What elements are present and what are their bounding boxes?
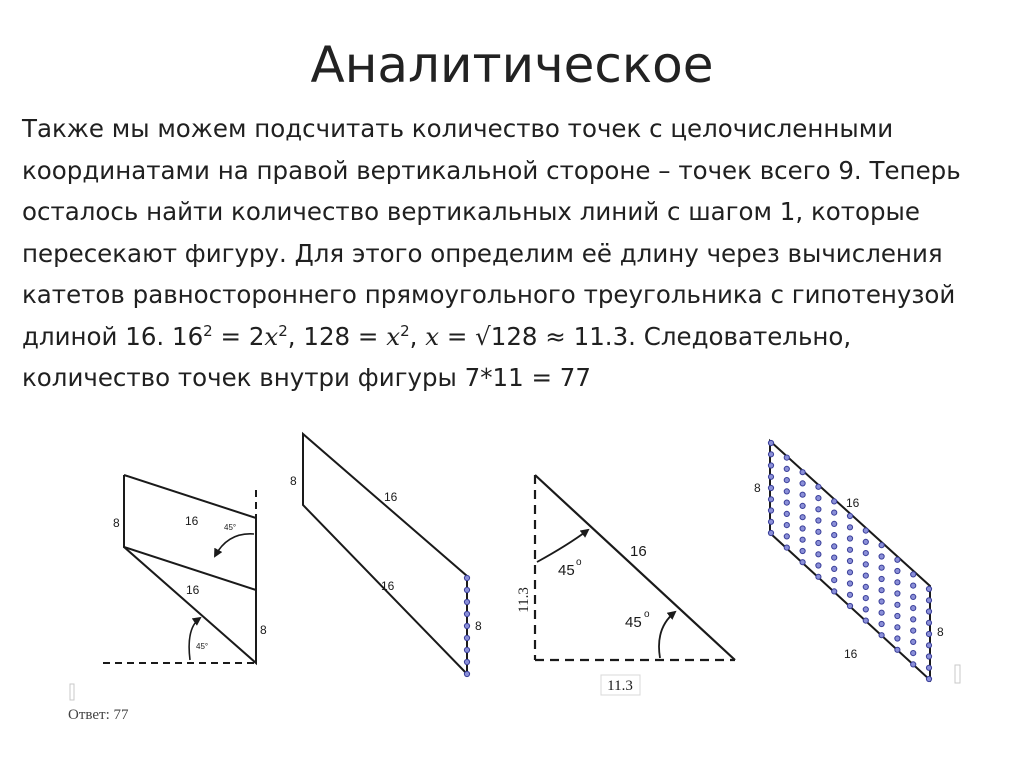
superscript-2: 2 — [400, 321, 410, 340]
edge-point — [464, 635, 469, 640]
grid-point — [911, 628, 916, 633]
figure-1-angle-arc-bottom — [189, 618, 200, 660]
edge-point — [464, 599, 469, 604]
grid-point — [926, 643, 931, 648]
grid-point — [768, 452, 773, 457]
grid-point — [768, 530, 773, 535]
figure-1-angle-arc-top — [215, 534, 254, 556]
grid-point — [816, 563, 821, 568]
grid-point — [832, 555, 837, 560]
grid-point — [800, 537, 805, 542]
grid-point — [816, 540, 821, 545]
grid-point — [911, 594, 916, 599]
grid-point — [863, 573, 868, 578]
figure-1-parallelogram-upper — [124, 475, 256, 590]
grid-point — [847, 570, 852, 575]
grid-point — [863, 528, 868, 533]
grid-point — [800, 515, 805, 520]
grid-point — [911, 617, 916, 622]
grid-point — [816, 518, 821, 523]
text-cursor-mark-left — [70, 684, 74, 700]
grid-point — [847, 513, 852, 518]
grid-point — [784, 478, 789, 483]
grid-point — [816, 552, 821, 557]
figure-1-left-label: 8 — [113, 516, 120, 530]
grid-point — [879, 554, 884, 559]
figure-4-interior-points — [768, 440, 931, 681]
text-cursor-mark-right — [955, 665, 960, 683]
figure-4-lower-slant-label: 16 — [844, 647, 858, 661]
grid-point — [895, 625, 900, 630]
grid-point — [832, 578, 837, 583]
grid-point — [800, 470, 805, 475]
grid-point — [879, 621, 884, 626]
figure-1-angle-top-label: 45° — [224, 523, 237, 532]
grid-point — [816, 529, 821, 534]
grid-point — [926, 631, 931, 636]
figure-1-right-label: 8 — [260, 623, 267, 637]
grid-point — [863, 562, 868, 567]
grid-point — [784, 455, 789, 460]
grid-point — [879, 610, 884, 615]
answer-label: Ответ: 77 — [68, 707, 129, 723]
grid-point — [879, 576, 884, 581]
figure-3-angle-bottom-label: 45 — [625, 614, 642, 631]
figure-1-lower-slant-label: 16 — [186, 583, 200, 597]
grid-point — [879, 565, 884, 570]
figure-3-hypotenuse-label: 16 — [630, 543, 647, 560]
figure-2-edge-points — [464, 575, 469, 676]
grid-point — [926, 620, 931, 625]
grid-point — [926, 586, 931, 591]
grid-point — [800, 560, 805, 565]
grid-point — [784, 545, 789, 550]
superscript-2: 2 — [278, 321, 288, 340]
figure-2-left-label: 8 — [290, 474, 297, 488]
grid-point — [784, 511, 789, 516]
grid-point — [768, 440, 773, 445]
grid-point — [895, 602, 900, 607]
grid-point — [847, 558, 852, 563]
grid-point — [847, 525, 852, 530]
grid-point — [895, 591, 900, 596]
grid-point — [832, 566, 837, 571]
grid-point — [895, 557, 900, 562]
grid-point — [832, 533, 837, 538]
grid-point — [895, 647, 900, 652]
grid-point — [879, 599, 884, 604]
superscript-2: 2 — [203, 321, 213, 340]
grid-point — [816, 574, 821, 579]
figure-2 — [303, 434, 467, 674]
grid-point — [911, 651, 916, 656]
grid-point — [768, 508, 773, 513]
grid-point — [847, 547, 852, 552]
grid-point — [800, 492, 805, 497]
grid-point — [784, 523, 789, 528]
edge-point — [464, 671, 469, 676]
edge-point — [464, 575, 469, 580]
figure-3-horizontal-leg-label: 11.3 — [607, 678, 633, 694]
figure-2-lower-slant-label: 16 — [381, 579, 395, 593]
grid-point — [832, 510, 837, 515]
grid-point — [816, 484, 821, 489]
grid-point — [879, 543, 884, 548]
grid-point — [816, 507, 821, 512]
grid-point — [926, 676, 931, 681]
grid-point — [768, 474, 773, 479]
figure-4-right-label: 8 — [937, 625, 944, 639]
grid-point — [879, 633, 884, 638]
grid-point — [895, 613, 900, 618]
figure-4-left-label: 8 — [754, 481, 761, 495]
grid-point — [863, 607, 868, 612]
edge-point — [464, 647, 469, 652]
grid-point — [784, 500, 789, 505]
grid-point — [863, 551, 868, 556]
grid-point — [800, 548, 805, 553]
grid-point — [784, 466, 789, 471]
text-part-3: , 128 = — [287, 321, 387, 351]
grid-point — [863, 539, 868, 544]
grid-point — [832, 589, 837, 594]
grid-point — [879, 588, 884, 593]
figure-2-upper-slant-label: 16 — [384, 490, 398, 504]
grid-point — [863, 618, 868, 623]
figure-2-right-label: 8 — [475, 619, 482, 633]
grid-point — [768, 497, 773, 502]
grid-point — [911, 662, 916, 667]
grid-point — [784, 489, 789, 494]
grid-point — [926, 598, 931, 603]
grid-point — [926, 654, 931, 659]
grid-point — [911, 583, 916, 588]
variable-x: 𝑥 — [264, 321, 279, 351]
grid-point — [784, 534, 789, 539]
grid-point — [847, 536, 852, 541]
figure-1-upper-slant-label: 16 — [185, 514, 199, 528]
grid-point — [926, 665, 931, 670]
edge-point — [464, 659, 469, 664]
grid-point — [863, 584, 868, 589]
grid-point — [816, 496, 821, 501]
grid-point — [895, 580, 900, 585]
figure-2-labels — [290, 474, 482, 633]
grid-point — [911, 639, 916, 644]
grid-point — [926, 609, 931, 614]
figure-1-parallelogram-lower — [124, 547, 256, 663]
figure-2-parallelogram — [303, 434, 467, 674]
grid-point — [832, 521, 837, 526]
text-part-2: = 2 — [212, 321, 265, 351]
figure-3-angle-top-label: 45 — [558, 562, 575, 579]
variable-x: 𝑥 — [425, 321, 440, 351]
text-part-1: Также мы можем подсчитать количество точек с целочисленными координатами на правой вертикальной стороне – точек всего 9. Теперь осталось найти количество вертикальных линий с шагом 1, которые пересекают фигуру. Для этого определим её длину через вычисления катетов равностороннего прямоугольного треугольника с гипотенузой длиной 16. 16 — [22, 114, 961, 351]
figure-3-angle-arc-bottom — [659, 612, 675, 658]
grid-point — [847, 603, 852, 608]
text-part-5: = √128 ≈ 11.3. Следовательно, количество точек внутри фигуры 7*11 = 77 — [22, 321, 852, 392]
grid-point — [895, 568, 900, 573]
grid-point — [832, 499, 837, 504]
edge-point — [464, 623, 469, 628]
figure-3-vertical-leg-label: 11.3 — [516, 587, 532, 613]
figure-1-angle-bottom-label: 45° — [196, 642, 209, 651]
grid-point — [800, 503, 805, 508]
grid-point — [768, 463, 773, 468]
edge-point — [464, 587, 469, 592]
grid-point — [768, 485, 773, 490]
variable-x: 𝑥 — [386, 321, 401, 351]
figure-3-angle-top-degree: o — [576, 557, 582, 568]
grid-point — [911, 572, 916, 577]
grid-point — [768, 519, 773, 524]
grid-point — [895, 636, 900, 641]
grid-point — [800, 481, 805, 486]
slide-title: Аналитическое — [310, 36, 714, 94]
grid-point — [800, 526, 805, 531]
figure-3-angle-bottom-degree: o — [644, 609, 650, 620]
grid-point — [847, 592, 852, 597]
grid-point — [832, 544, 837, 549]
figure-1 — [103, 475, 256, 663]
text-part-4: , — [409, 321, 426, 351]
grid-point — [863, 596, 868, 601]
grid-point — [911, 606, 916, 611]
edge-point — [464, 611, 469, 616]
figure-4-upper-slant-label: 16 — [846, 496, 860, 510]
grid-point — [847, 581, 852, 586]
